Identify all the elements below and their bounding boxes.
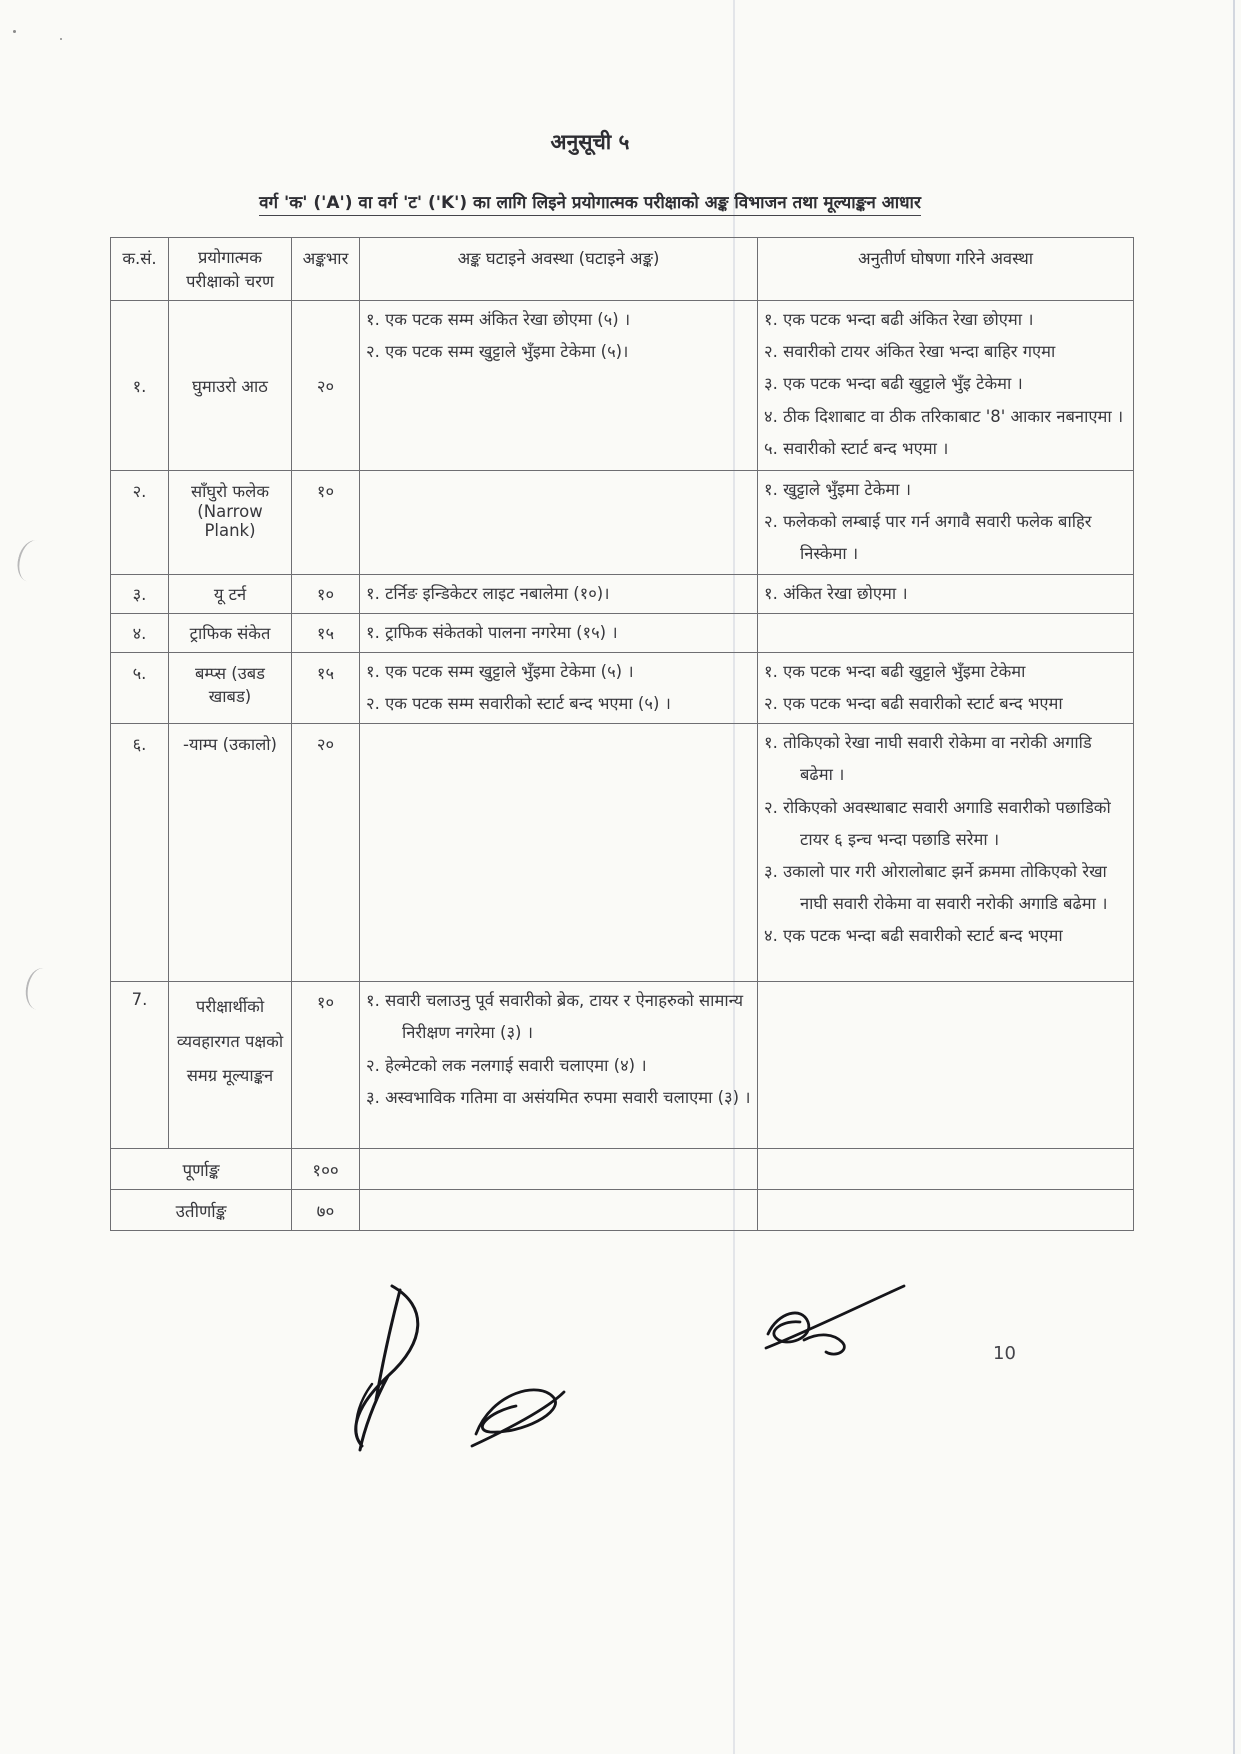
- table-row: [111, 613, 1134, 652]
- cell-deductions: [360, 982, 758, 1149]
- criteria-item: १. खुट्टाले भुँइमा टेकेमा ।: [764, 480, 912, 499]
- criteria-item: २. एक पटक सम्म खुट्टाले भुँइमा टेकेमा (५)।: [366, 342, 629, 362]
- marks-table: [110, 237, 1134, 1231]
- table-row: [111, 301, 1134, 471]
- total-label: उतीर्णाङ्क: [111, 1190, 292, 1231]
- criteria-item: २. एक पटक सम्म सवारीको स्टार्ट बन्द भएमा (५) ।: [366, 694, 671, 714]
- cell-stage: घुमाउरो आठ: [169, 301, 292, 471]
- criteria-item: २. हेल्मेटको लक नलगाई सवारी चलाएमा (४) ।: [366, 1055, 647, 1075]
- criteria-item: २. फलेकको लम्बाई पार गर्न अगावै सवारी फलेक बाहिर निस्केमा ।: [764, 512, 1092, 564]
- document-subtitle: [110, 190, 1070, 213]
- cell-sn: ४.: [111, 613, 169, 652]
- criteria-item: २. सवारीको टायर अंकित रेखा भन्दा बाहिर गएमा: [764, 342, 1056, 362]
- header-fail: अनुतीर्ण घोषणा गरिने अवस्था: [758, 238, 1134, 301]
- table-row: [111, 652, 1134, 723]
- cell-stage: -याम्प (उकालो): [169, 724, 292, 982]
- criteria-item: १. एक पटक भन्दा बढी अंकित रेखा छोएमा ।: [764, 310, 1034, 329]
- cell-weight: १५: [292, 613, 360, 652]
- document-title: अनुसूची ५: [550, 130, 630, 154]
- cell-stage: यू टर्न: [169, 574, 292, 613]
- cell-deductions: [360, 301, 758, 471]
- criteria-item: १. ट्राफिक संकेतको पालना नगरेमा (१५) ।: [366, 622, 618, 642]
- empty-cell: [758, 1190, 1134, 1231]
- cell-fail-conditions: [758, 724, 1134, 982]
- empty-cell: [758, 1149, 1134, 1190]
- criteria-item: २. रोकिएको अवस्थाबाट सवारी अगाडि सवारीको पछाडिको टायर ६ इन्च भन्दा पछाडि सरेमा ।: [764, 797, 1111, 849]
- signature-icon: [760, 1278, 910, 1373]
- subtitle-text: वर्ग 'क' ('A') वा वर्ग 'ट' ('K') का लागि लिइने प्रयोगात्मक परीक्षाको अङ्क विभाजन तथा मूल्याङ्कन आधार: [259, 193, 921, 216]
- empty-cell: [360, 1149, 758, 1190]
- cell-sn: १.: [111, 301, 169, 471]
- header-stage: प्रयोगात्मक परीक्षाको चरण: [169, 238, 292, 301]
- page-number: 10: [993, 1343, 1016, 1364]
- criteria-item: १. सवारी चलाउनु पूर्व सवारीको ब्रेक, टायर र ऐनाहरुको सामान्य निरीक्षण नगरेमा (३) ।: [366, 991, 744, 1043]
- criteria-item: ५. सवारीको स्टार्ट बन्द भएमा ।: [764, 438, 949, 458]
- cell-stage: परीक्षार्थीको व्यवहारगत पक्षको समग्र मूल्याङ्कन: [169, 982, 292, 1149]
- document-content: [110, 0, 1070, 213]
- total-row-full-marks: [111, 1149, 1134, 1190]
- scan-speck: [60, 38, 62, 40]
- signature-icon: [462, 1362, 572, 1462]
- criteria-item: १. अंकित रेखा छोएमा ।: [764, 583, 908, 603]
- total-value: १००: [292, 1149, 360, 1190]
- criteria-item: १. तोकिएको रेखा नाघी सवारी रोकेमा वा नरोकी अगाडि बढेमा ।: [764, 733, 1092, 785]
- cell-deductions: [360, 724, 758, 982]
- cell-deductions: [360, 652, 758, 723]
- cell-sn: ५.: [111, 652, 169, 723]
- criteria-item: १. टर्निङ इन्डिकेटर लाइट नबालेमा (१०)।: [366, 583, 610, 603]
- criteria-item: ३. एक पटक भन्दा बढी खुट्टाले भुँइ टेकेमा ।: [764, 374, 1023, 394]
- cell-deductions: [360, 613, 758, 652]
- cell-weight: २०: [292, 301, 360, 471]
- table-row: [111, 982, 1134, 1149]
- table-header-row: [111, 238, 1134, 301]
- criteria-item: ४. एक पटक भन्दा बढी सवारीको स्टार्ट बन्द भएमा: [764, 926, 1063, 946]
- pencil-arc-mark: [23, 966, 58, 1012]
- criteria-item: १. एक पटक सम्म अंकित रेखा छोएमा (५) ।: [366, 310, 631, 329]
- criteria-item: ४. ठीक दिशाबाट वा ठीक तरिकाबाट '8' आकार नबनाएमा ।: [764, 406, 1124, 426]
- cell-stage: ट्राफिक संकेत: [169, 613, 292, 652]
- cell-fail-conditions: [758, 301, 1134, 471]
- signature-icon: [330, 1280, 450, 1460]
- cell-sn: 7.: [111, 982, 169, 1149]
- header-deduction: अङ्क घटाइने अवस्था (घटाइने अङ्क): [360, 238, 758, 301]
- cell-weight: १५: [292, 652, 360, 723]
- cell-stage: बम्प्स (उबड खाबड): [169, 652, 292, 723]
- criteria-item: ३. उकालो पार गरी ओरालोबाट झर्ने क्रममा तोकिएको रेखा नाघी सवारी रोकेमा वा सवारी नरोकी अगाडि बढेमा ।: [764, 861, 1108, 914]
- cell-weight: १०: [292, 982, 360, 1149]
- scan-speck: [13, 30, 16, 33]
- criteria-item: १. एक पटक भन्दा बढी खुट्टाले भुँइमा टेकेमा: [764, 661, 1026, 681]
- cell-deductions: [360, 471, 758, 575]
- scan-edge-line: [1233, 0, 1235, 1754]
- empty-cell: [360, 1190, 758, 1231]
- cell-deductions: [360, 574, 758, 613]
- cell-fail-conditions: [758, 613, 1134, 652]
- pencil-arc-mark: [13, 537, 50, 585]
- cell-weight: १०: [292, 471, 360, 575]
- header-sn: क.सं.: [111, 238, 169, 301]
- cell-fail-conditions: [758, 652, 1134, 723]
- criteria-item: १. एक पटक सम्म खुट्टाले भुँइमा टेकेमा (५) ।: [366, 661, 634, 681]
- header-weight: अङ्कभार: [292, 238, 360, 301]
- table-row: [111, 724, 1134, 982]
- cell-weight: १०: [292, 574, 360, 613]
- cell-fail-conditions: [758, 574, 1134, 613]
- total-label: पूर्णाङ्क: [111, 1149, 292, 1190]
- cell-fail-conditions: [758, 982, 1134, 1149]
- cell-fail-conditions: [758, 471, 1134, 575]
- criteria-item: ३. अस्वभाविक गतिमा वा असंयमित रुपमा सवारी चलाएमा (३) ।: [366, 1087, 751, 1107]
- cell-sn: ६.: [111, 724, 169, 982]
- total-row-pass-marks: [111, 1190, 1134, 1231]
- table-row: [111, 574, 1134, 613]
- cell-sn: ३.: [111, 574, 169, 613]
- criteria-item: २. एक पटक भन्दा बढी सवारीको स्टार्ट बन्द भएमा: [764, 694, 1063, 714]
- cell-sn: २.: [111, 471, 169, 575]
- cell-weight: २०: [292, 724, 360, 982]
- cell-stage: साँघुरो फलेक (Narrow Plank): [169, 471, 292, 575]
- table-row: [111, 471, 1134, 575]
- total-value: ७०: [292, 1190, 360, 1231]
